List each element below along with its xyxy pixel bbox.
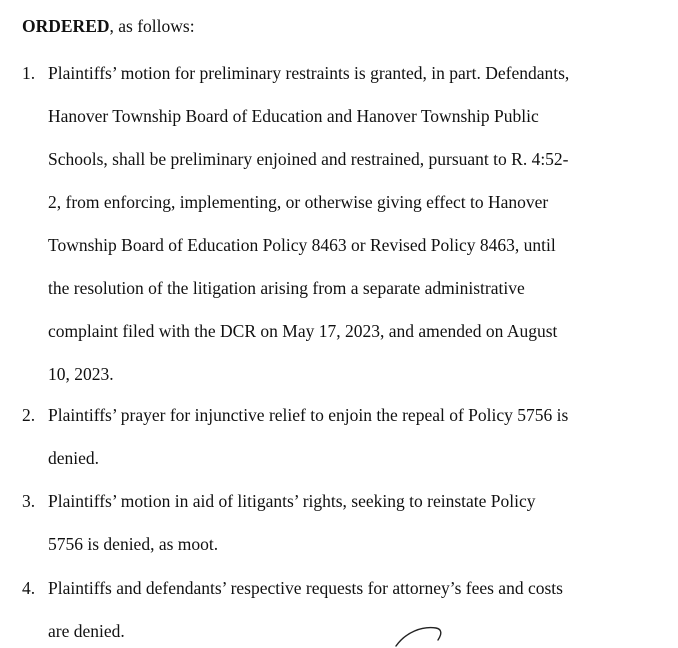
item-line: Plaintiffs’ prayer for injunctive relief to enjoin the repeal of Policy 5756 is xyxy=(48,405,569,425)
item-line: Plaintiffs and defendants’ respective requests for attorney’s fees and costs xyxy=(48,578,563,598)
order-intro-text: , as follows: xyxy=(109,16,195,36)
item-line: Schools, shall be preliminary enjoined and restrained, pursuant to R. 4:52- xyxy=(48,149,569,169)
item-line: Plaintiffs’ motion for preliminary restraints is granted, in part. Defendants, xyxy=(48,63,570,83)
item-line: Hanover Township Board of Education and Hanover Township Public xyxy=(48,106,539,126)
ordered-heading: ORDERED xyxy=(22,16,110,36)
item-line: denied. xyxy=(48,448,100,468)
item-line: complaint filed with the DCR on May 17, 2023, and amended on August xyxy=(48,321,558,341)
item-number: 2. xyxy=(22,405,36,425)
signature-stroke xyxy=(392,618,452,648)
item-line: 10, 2023. xyxy=(48,364,114,384)
item-line: Township Board of Education Policy 8463 or Revised Policy 8463, until xyxy=(48,235,556,255)
order-intro xyxy=(22,14,195,38)
item-line: are denied. xyxy=(48,621,125,641)
item-line: the resolution of the litigation arising from a separate administrative xyxy=(48,278,525,298)
item-line: 5756 is denied, as moot. xyxy=(48,534,219,554)
item-line: 2, from enforcing, implementing, or otherwise giving effect to Hanover xyxy=(48,192,549,212)
item-number: 4. xyxy=(22,578,36,598)
item-number: 1. xyxy=(22,63,36,83)
item-line: Plaintiffs’ motion in aid of litigants’ rights, seeking to reinstate Policy xyxy=(48,491,536,511)
item-number: 3. xyxy=(22,491,36,511)
